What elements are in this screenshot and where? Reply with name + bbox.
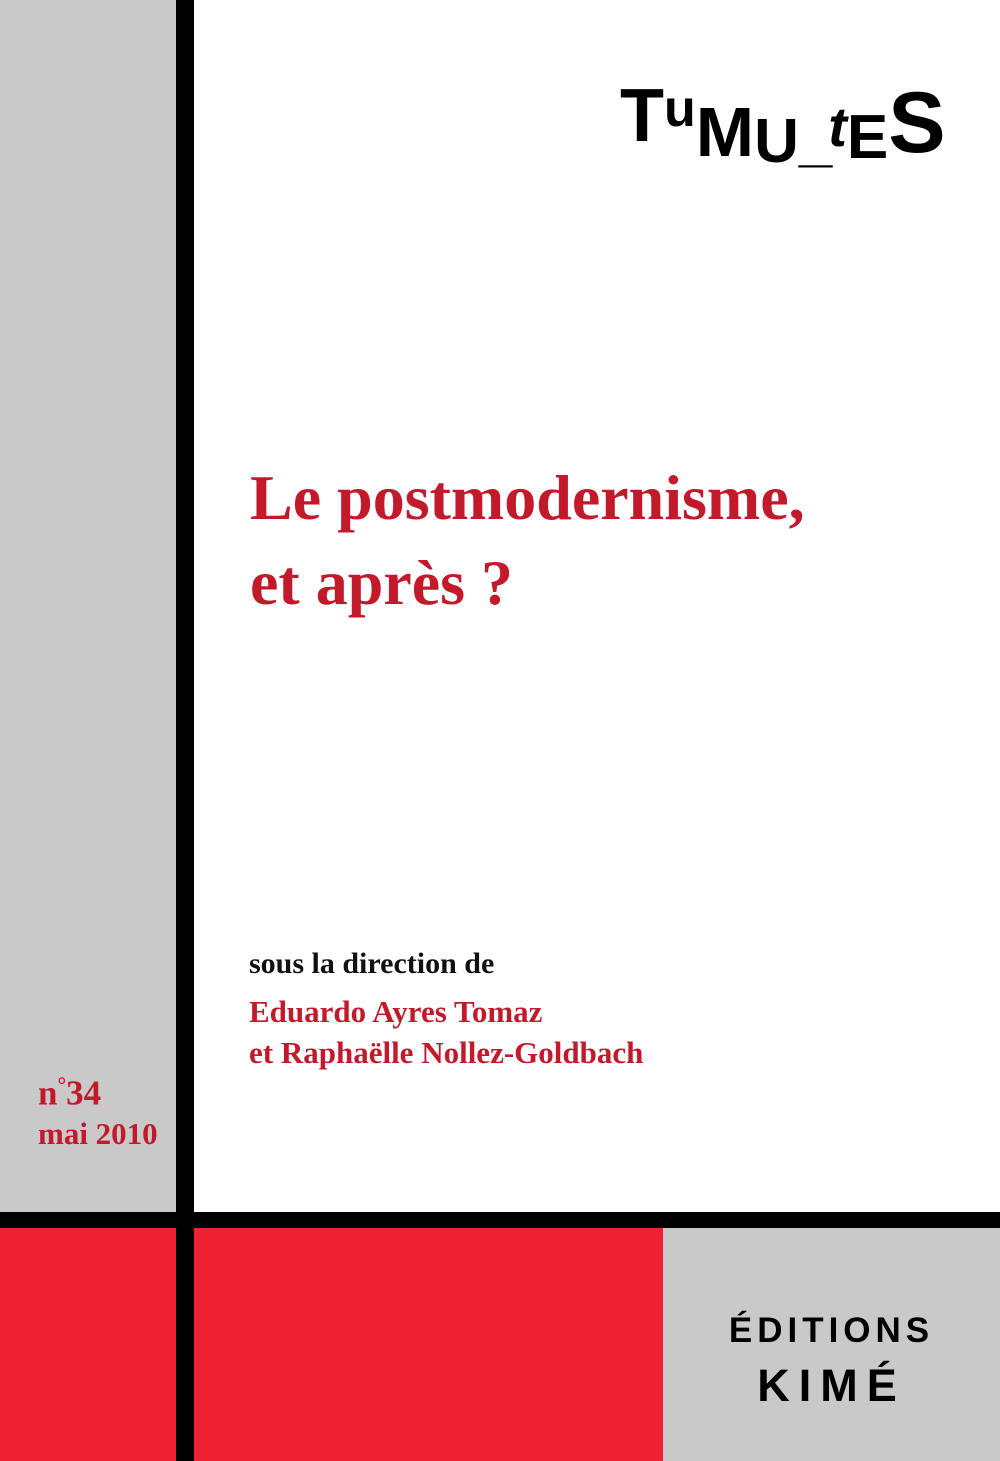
publisher-imprint: KIMÉ (757, 1360, 906, 1411)
title-line-1: Le postmodernisme, (250, 462, 805, 533)
masthead-letter-5: _ (798, 106, 829, 173)
issue-info (38, 1072, 168, 1153)
title-line-2: et après ? (250, 547, 514, 619)
red-block-left (0, 1228, 176, 1461)
issue-number-prefix: n (38, 1073, 58, 1113)
editor-name-1: Eduardo Ayres Tomaz (249, 993, 543, 1029)
masthead-letter-4: U (754, 107, 799, 176)
black-horizontal-divider (0, 1212, 1000, 1228)
page-title (250, 455, 930, 625)
editor-name-2: et Raphaëlle Nollez-Goldbach (249, 1034, 644, 1070)
journal-masthead (620, 74, 990, 207)
masthead-letter-6: t (828, 95, 847, 158)
issue-date: mai 2010 (38, 1115, 158, 1151)
black-vertical-divider (176, 0, 194, 1212)
masthead-letter-1: T (620, 74, 664, 158)
issue-number (38, 1072, 168, 1115)
masthead-letter-8: S (888, 75, 946, 171)
grey-left-panel (0, 0, 176, 1212)
title-block (250, 455, 930, 625)
issue-number-degree: ° (57, 1073, 67, 1097)
masthead-letter-7: E (846, 103, 889, 172)
black-vertical-divider-bottom (176, 1228, 194, 1461)
masthead-letter-2: u (663, 80, 696, 138)
issue-number-value: 34 (66, 1073, 102, 1113)
editors-lead-label: sous la direction de (249, 947, 495, 980)
red-block-main (194, 1228, 663, 1461)
publisher-block (663, 1310, 1000, 1414)
publisher-label: ÉDITIONS (728, 1311, 935, 1350)
editors-block (249, 945, 949, 1073)
masthead-letter-3: M (695, 93, 755, 171)
masthead-logo-text (620, 74, 990, 176)
